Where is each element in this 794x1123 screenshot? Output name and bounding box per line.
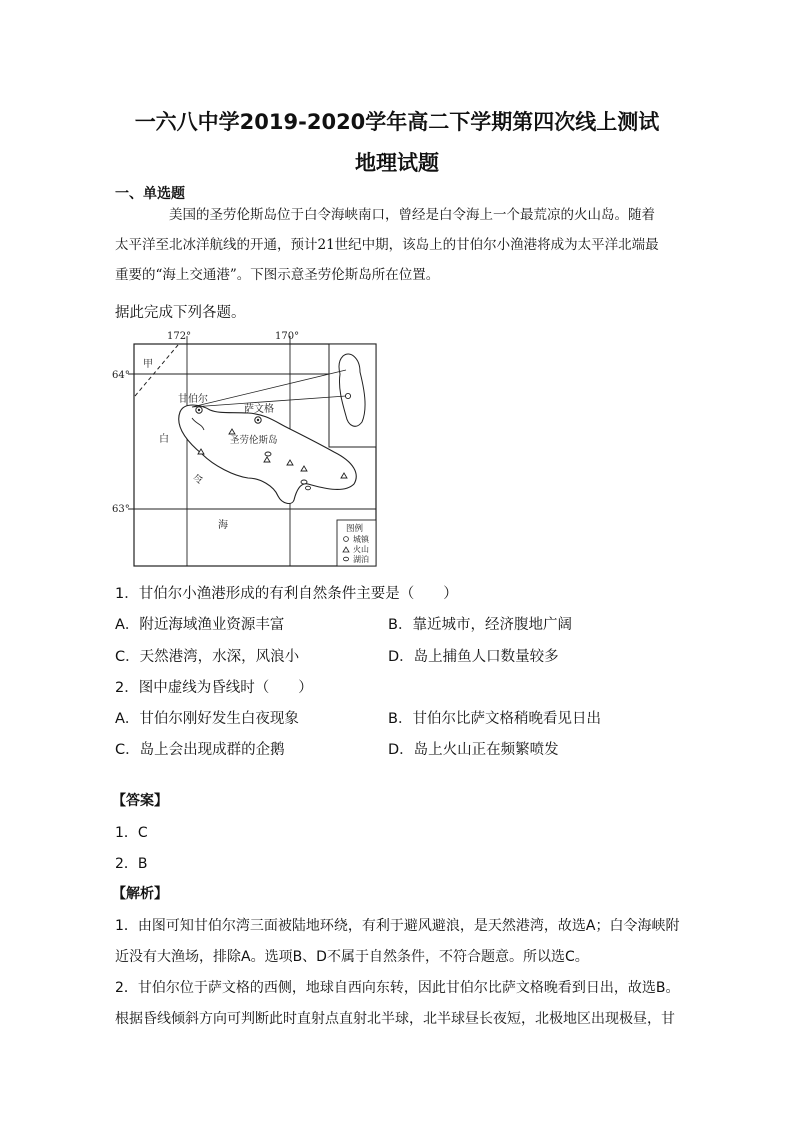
sea-char-2: 令 <box>193 475 203 486</box>
legend-lake-icon <box>343 557 348 561</box>
lon-label-170: 170° <box>275 331 300 342</box>
map-svg <box>110 326 395 576</box>
page-subtitle: 地理试题 <box>355 151 439 175</box>
label-savoonga: 萨文格 <box>244 404 274 415</box>
question-1-stem: 1．甘伯尔小渔港形成的有利自然条件主要是（ ） <box>115 586 458 602</box>
analysis-line-1: 1．由图可知甘伯尔湾三面被陆地环绕，有利于避风避浪，是天然港湾，故选A；白令海峡附 <box>115 918 680 934</box>
section-heading: 一、单选题 <box>115 186 185 202</box>
lon-label-172: 172° <box>167 331 192 342</box>
analysis-line-4: 根据昏线倾斜方向可判断此时直射点直射北半球，北半球昼长夜短，北极地区出现极昼，甘 <box>115 1011 675 1027</box>
question-2-option-d[interactable]: D．岛上火山正在频繁喷发 <box>388 742 559 758</box>
region-jia: 甲 <box>143 359 153 370</box>
lake-icon-2 <box>301 480 307 484</box>
question-1-option-d[interactable]: D．岛上捕鱼人口数量较多 <box>388 649 559 665</box>
sea-char-1: 白 <box>159 434 169 445</box>
answer-heading: 【答案】 <box>112 793 168 809</box>
answer-line-1: 1．C <box>115 825 148 841</box>
question-1-option-a[interactable]: A．附近海域渔业资源丰富 <box>115 617 285 633</box>
town-savoonga-dot <box>257 419 259 421</box>
passage-line-1: 美国的圣劳伦斯岛位于白令海峡南口，曾经是白令海上一个最荒凉的火山岛。随着 <box>169 207 655 223</box>
question-2-option-c[interactable]: C．岛上会出现成群的企鹅 <box>115 742 285 758</box>
passage-line-3: 重要的“海上交通港”。下图示意圣劳伦斯岛所在位置。 <box>115 267 440 283</box>
lat-label-64: 64° <box>112 370 130 381</box>
legend-town-icon <box>344 537 349 542</box>
legend-town: 城镇 <box>353 535 369 544</box>
sea-char-3: 海 <box>218 520 228 531</box>
question-2-option-b[interactable]: B．甘伯尔比萨文格稍晚看见日出 <box>388 711 601 727</box>
passage <box>115 200 680 290</box>
lat-label-63: 63° <box>112 504 130 515</box>
map-figure <box>110 326 395 576</box>
instruction: 据此完成下列各题。 <box>115 305 246 321</box>
question-2-option-a[interactable]: A．甘伯尔刚好发生白夜现象 <box>115 711 299 727</box>
lake-icon-3 <box>306 486 311 490</box>
legend-volcano: 火山 <box>353 545 369 554</box>
label-gambell: 甘伯尔 <box>178 394 208 405</box>
question-1-option-c[interactable]: C．天然港湾，水深，风浪小 <box>115 649 300 665</box>
town-gambell-dot <box>198 409 200 411</box>
page-title: 一六八中学2019-2020学年高二下学期第四次线上测试 <box>134 110 660 134</box>
question-1-option-b[interactable]: B．靠近城市，经济腹地广阔 <box>388 617 572 633</box>
legend-lake: 湖泊 <box>353 555 369 564</box>
passage-line-2: 太平洋至北冰洋航线的开通，预计21世纪中期，该岛上的甘伯尔小渔港将成为太平洋北端最 <box>115 237 659 253</box>
question-2-stem: 2．图中虚线为昏线时（ ） <box>115 680 313 696</box>
legend-title: 图例 <box>346 524 364 534</box>
analysis-heading: 【解析】 <box>112 886 168 902</box>
analysis-line-2: 近没有大渔场，排除A。选项B、D不属于自然条件，不符合题意。所以选C。 <box>115 949 589 965</box>
lake-icon-1 <box>265 452 271 456</box>
inset-island-marker <box>345 393 350 398</box>
label-island: 圣劳伦斯岛 <box>230 435 278 446</box>
answer-line-2: 2．B <box>115 856 148 872</box>
analysis-line-3: 2．甘伯尔位于萨文格的西侧，地球自西向东转，因此甘伯尔比萨文格晚看到日出，故选B。 <box>115 980 680 996</box>
